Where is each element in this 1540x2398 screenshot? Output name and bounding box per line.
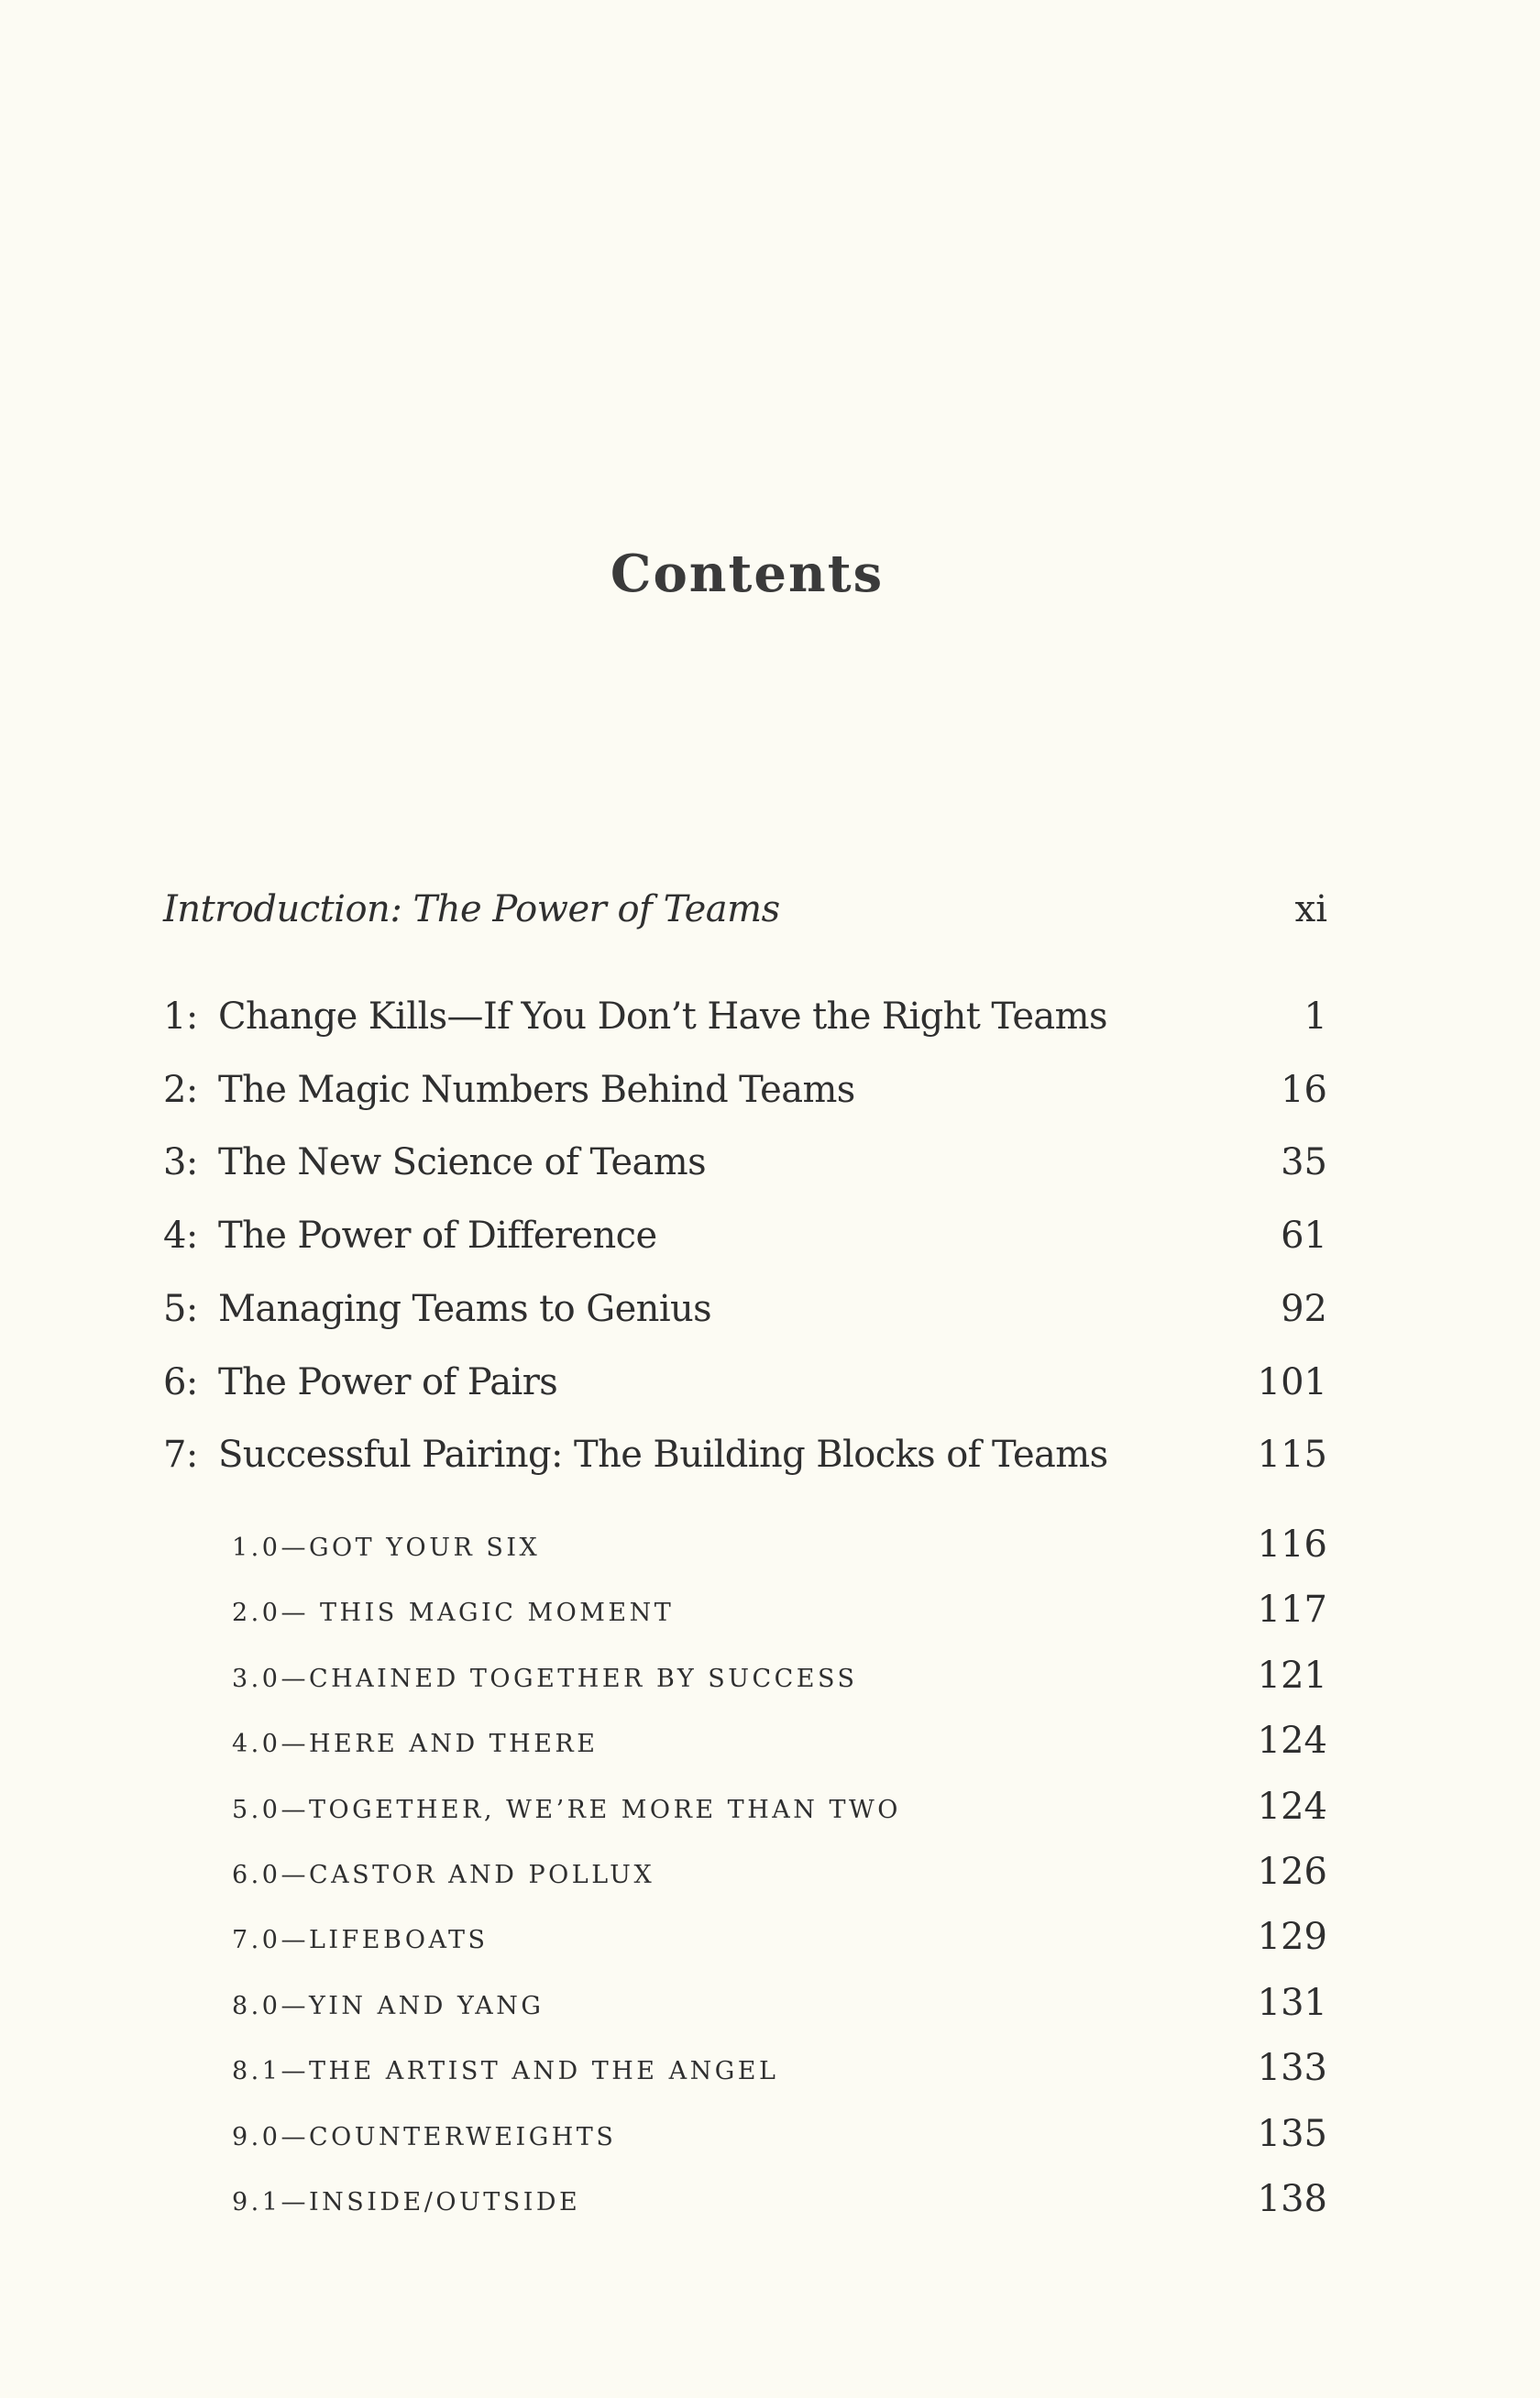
chapter-title: The Power of Pairs	[218, 1360, 558, 1403]
entry-label: 8.0—YIN AND YANG	[232, 1991, 544, 2020]
toc-entry-subsection[interactable]	[232, 1838, 1327, 1893]
chapter-number: 1:	[163, 996, 198, 1038]
entry-page: 117	[1257, 1589, 1327, 1632]
entry-label: 9.1—INSIDE/OUTSIDE	[232, 2188, 581, 2216]
entry-label: 4.0—HERE AND THERE	[232, 1730, 599, 1759]
chapter-number: 6:	[163, 1360, 198, 1403]
chapter-number: 7:	[163, 1434, 198, 1477]
chapter-title: Successful Pairing: The Building Blocks of Teams	[218, 1434, 1108, 1477]
chapter-number: 3:	[163, 1141, 198, 1184]
toc-entry-subsection[interactable]	[232, 1969, 1327, 2024]
entry-page: 101	[1257, 1360, 1327, 1403]
toc-entry-chapter[interactable]	[163, 983, 1327, 1038]
toc-entry-subsection[interactable]	[232, 1511, 1327, 1566]
entry-page: 16	[1281, 1068, 1327, 1111]
entry-page: 116	[1257, 1524, 1327, 1566]
toc-entry-subsection[interactable]	[232, 1903, 1327, 1958]
toc-entry-chapter[interactable]	[163, 1275, 1327, 1330]
toc-entry-chapter[interactable]	[163, 1348, 1327, 1403]
entry-label	[163, 1434, 1108, 1476]
entry-page: 92	[1281, 1287, 1327, 1330]
toc-entry-subsection[interactable]	[232, 2165, 1327, 2220]
chapter-title: The New Science of Teams	[218, 1141, 707, 1184]
entry-page: 61	[1281, 1215, 1327, 1258]
entry-page: 124	[1257, 1720, 1327, 1763]
entry-page: 129	[1257, 1916, 1327, 1959]
entry-label: 9.0—COUNTERWEIGHTS	[232, 2122, 617, 2151]
entry-label: 7.0—LIFEBOATS	[232, 1926, 489, 1955]
toc-entry-subsection[interactable]	[232, 2100, 1327, 2155]
entry-label: 8.1—THE ARTIST AND THE ANGEL	[232, 2057, 779, 2086]
entry-page: 133	[1257, 2047, 1327, 2090]
chapter-title: Managing Teams to Genius	[218, 1287, 712, 1330]
chapter-number: 5:	[163, 1287, 198, 1330]
chapter-title: The Magic Numbers Behind Teams	[218, 1068, 855, 1111]
entry-label	[163, 1361, 557, 1403]
toc-entry-chapter[interactable]	[163, 1421, 1327, 1476]
entry-label: 2.0— THIS MAGIC MOMENT	[232, 1599, 675, 1628]
entry-label: 1.0—GOT YOUR SIX	[232, 1534, 541, 1562]
chapter-title: Change Kills—If You Don’t Have the Right Teams	[218, 996, 1107, 1038]
entry-label	[163, 1069, 855, 1111]
entry-page: 124	[1257, 1785, 1327, 1828]
toc-entry-chapter[interactable]	[163, 1128, 1327, 1183]
entry-label	[163, 996, 1107, 1038]
entry-page: xi	[1294, 888, 1327, 930]
toc-entry-subsection[interactable]	[232, 2034, 1327, 2089]
chapter-number: 2:	[163, 1068, 198, 1111]
entry-page: 131	[1257, 1981, 1327, 2024]
page-title: Contents	[610, 543, 885, 604]
entry-page: 135	[1257, 2112, 1327, 2155]
toc-entry-chapter[interactable]	[163, 1056, 1327, 1111]
entry-label: 5.0—TOGETHER, WE’RE MORE THAN TWO	[232, 1795, 901, 1824]
toc-entry-subsection[interactable]	[232, 1576, 1327, 1631]
toc-entry-introduction[interactable]	[163, 875, 1327, 930]
toc-entry-subsection[interactable]	[232, 1642, 1327, 1697]
entry-label: Introduction: The Power of Teams	[163, 888, 780, 930]
entry-page: 138	[1257, 2178, 1327, 2220]
chapter-number: 4:	[163, 1215, 198, 1258]
entry-label: 6.0—CASTOR AND POLLUX	[232, 1861, 655, 1889]
entry-page: 126	[1257, 1851, 1327, 1893]
toc-entry-chapter[interactable]	[163, 1202, 1327, 1257]
entry-page: 1	[1304, 996, 1327, 1038]
entry-page: 35	[1281, 1141, 1327, 1184]
entry-label: 3.0—CHAINED TOGETHER BY SUCCESS	[232, 1664, 858, 1693]
entry-page: 121	[1257, 1654, 1327, 1697]
entry-page: 115	[1257, 1434, 1327, 1477]
toc-entry-subsection[interactable]	[232, 1773, 1327, 1828]
toc-entry-subsection[interactable]	[232, 1707, 1327, 1762]
entry-label	[163, 1215, 657, 1257]
entry-label	[163, 1141, 706, 1183]
entry-label	[163, 1288, 711, 1330]
chapter-title: The Power of Difference	[218, 1215, 657, 1258]
